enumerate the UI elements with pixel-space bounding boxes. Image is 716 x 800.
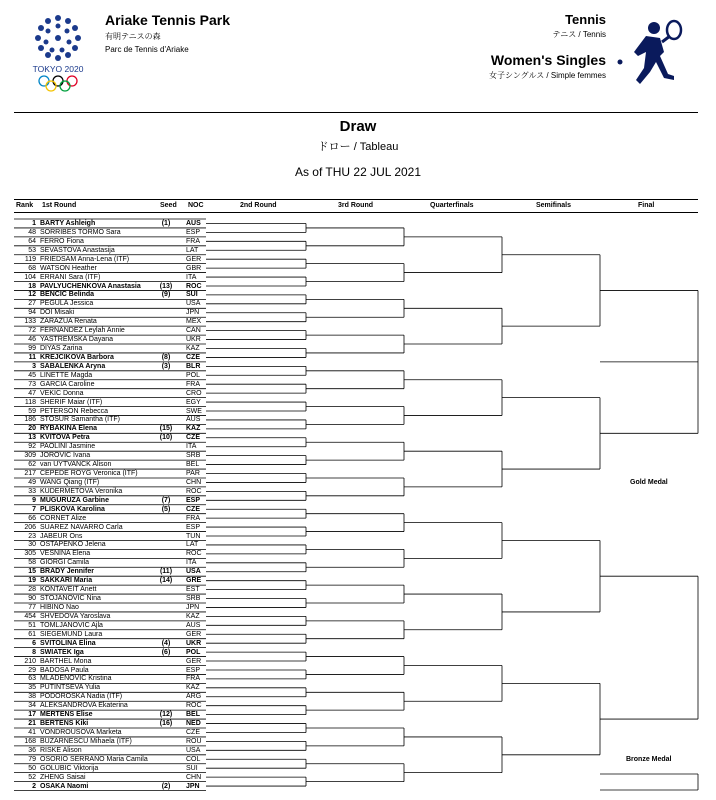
player-name: SHVEDOVA Yaroslava <box>40 612 111 620</box>
player-name: RYBAKINA Elena <box>40 425 98 433</box>
player-rank: 92 <box>28 443 36 451</box>
player-rank: 73 <box>28 380 36 388</box>
player-noc: POL <box>186 648 201 656</box>
player-name: PODOROSKA Nadia (ITF) <box>40 693 123 701</box>
player-noc: BLR <box>186 362 201 370</box>
gold-medal-label: Gold Medal <box>630 479 668 486</box>
player-name: BARTHEL Mona <box>40 657 92 665</box>
logo-text: TOKYO 2020 <box>32 64 84 74</box>
player-noc: CZE <box>186 353 200 361</box>
player-name: TOMLJANOVIC Ajla <box>40 621 103 629</box>
player-name: STOSUR Samantha (ITF) <box>40 416 121 424</box>
player-rank: 79 <box>28 755 36 763</box>
player-seed: (11) <box>159 568 173 576</box>
player-seed: (8) <box>161 353 171 361</box>
player-rank: 50 <box>28 764 36 772</box>
as-of-date: As of THU 22 JUL 2021 <box>294 165 422 179</box>
col-seed: Seed <box>160 202 177 209</box>
venue-name: Ariake Tennis Park <box>105 12 231 28</box>
player-noc: CZE <box>186 434 200 442</box>
col-semifinals: Semifinals <box>536 202 572 209</box>
player-noc: JPN <box>186 782 200 790</box>
player-rank: 90 <box>28 595 36 603</box>
player-noc: CAN <box>186 327 201 335</box>
player-rank: 94 <box>28 309 36 317</box>
player-noc: KAZ <box>186 425 201 433</box>
player-noc: UKR <box>186 639 202 647</box>
player-rank: 30 <box>28 541 36 549</box>
player-name: DOI Misaki <box>40 309 75 317</box>
player-name: KONTAVEIT Anett <box>40 586 97 594</box>
player-rank: 66 <box>28 514 36 522</box>
player-name: CEPEDE ROYG Veronica (ITF) <box>40 470 138 478</box>
player-rank: 18 <box>28 282 36 290</box>
player-rank: 68 <box>28 264 36 272</box>
player-noc: EST <box>186 586 200 594</box>
player-name: SVITOLINA Elina <box>40 639 96 647</box>
player-noc: BEL <box>186 711 200 719</box>
player-rank: 2 <box>32 782 36 790</box>
player-noc: GRE <box>186 577 202 585</box>
player-rank: 6 <box>32 639 36 647</box>
player-seed: (10) <box>159 434 173 442</box>
player-name: PETERSON Rebecca <box>40 407 109 415</box>
player-rank: 133 <box>24 318 36 326</box>
col-second-round: 2nd Round <box>240 202 277 209</box>
player-rank: 62 <box>28 461 36 469</box>
player-seed: (14) <box>159 577 173 585</box>
player-name: FERNANDEZ Leylah Annie <box>40 327 125 335</box>
player-name: KVITOVA Petra <box>40 434 90 442</box>
event-subtitle: 女子シングルス / Simple femmes <box>489 71 606 80</box>
player-rank: 206 <box>24 523 36 531</box>
player-name: SABALENKA Aryna <box>40 362 106 370</box>
player-noc: ESP <box>186 228 201 236</box>
player-name: SORRIBES TORMO Sara <box>40 228 121 236</box>
player-noc: JPN <box>186 309 200 317</box>
player-noc: FRA <box>186 514 200 522</box>
player-name: GOLUBIC Viktorija <box>40 764 99 772</box>
player-name: GARCIA Caroline <box>40 380 95 388</box>
player-name: SUAREZ NAVARRO Carla <box>40 523 123 531</box>
player-seed: (7) <box>161 496 171 504</box>
player-name: YASTREMSKA Dayana <box>40 336 114 344</box>
player-name: JOROVIC Ivana <box>40 452 91 460</box>
col-quarterfinals: Quarterfinals <box>430 202 474 209</box>
player-rank: 33 <box>28 487 36 495</box>
player-rank: 38 <box>28 693 36 701</box>
player-name: KREJCIKOVA Barbora <box>40 353 114 361</box>
player-name: SAKKARI Maria <box>40 577 93 585</box>
player-name: VONDROUSOVA Marketa <box>40 729 122 736</box>
player-noc: AUS <box>186 416 201 424</box>
player-rank: 63 <box>28 675 36 683</box>
player-name: PEGULA Jessica <box>40 300 94 308</box>
player-name: CORNET Alize <box>40 514 87 522</box>
player-rank: 59 <box>28 407 36 415</box>
player-name: BRADY Jennifer <box>40 568 94 576</box>
player-noc: LAT <box>186 541 199 549</box>
player-rank: 3 <box>32 362 36 370</box>
player-noc: PAR <box>186 470 200 478</box>
player-noc: ROC <box>186 702 202 710</box>
player-name: WATSON Heather <box>40 264 97 272</box>
player-name: MERTENS Elise <box>40 711 93 719</box>
player-rank: 34 <box>28 702 36 710</box>
player-rank: 15 <box>28 568 36 576</box>
player-name: WANG Qiang (ITF) <box>40 478 100 486</box>
player-rank: 28 <box>28 586 36 594</box>
player-noc: CHN <box>186 773 202 781</box>
venue-name-fr: Parc de Tennis d'Ariake <box>105 45 189 54</box>
player-rank: 9 <box>32 496 36 504</box>
player-rank: 51 <box>28 621 36 629</box>
col-final: Final <box>638 202 655 209</box>
player-seed: (2) <box>161 782 171 790</box>
player-name: KUDERMETOVA Veronika <box>40 487 123 495</box>
player-noc: SRB <box>186 595 201 603</box>
player-rank: 58 <box>28 559 36 567</box>
player-seed: (5) <box>161 505 171 513</box>
player-name: BENCIC Belinda <box>40 291 95 299</box>
player-name: van UYTVANCK Alison <box>40 461 112 469</box>
player-rank: 72 <box>28 327 36 335</box>
player-noc: GER <box>186 255 202 263</box>
player-name: VEKIC Donna <box>40 389 84 397</box>
player-rank: 305 <box>24 550 36 558</box>
player-name: GIORGI Camila <box>40 559 90 567</box>
player-name: ZHENG Saisai <box>40 773 86 781</box>
player-name: PAOLINI Jasmine <box>40 443 96 451</box>
col-third-round: 3rd Round <box>338 202 373 209</box>
player-rank: 46 <box>28 336 36 344</box>
player-noc: AUS <box>186 220 201 227</box>
player-name: BARTY Ashleigh <box>40 220 96 227</box>
player-noc: CHN <box>186 478 202 486</box>
player-name: OSAKA Naomi <box>40 782 89 790</box>
player-noc: CZE <box>186 505 200 513</box>
player-rank: 21 <box>28 720 36 728</box>
player-seed: (15) <box>159 425 173 433</box>
player-noc: USA <box>186 568 201 576</box>
player-noc: TUN <box>186 532 201 540</box>
player-noc: KAZ <box>186 345 200 353</box>
player-noc: ITA <box>186 273 197 281</box>
player-noc: ROC <box>186 487 202 495</box>
player-noc: GBR <box>186 264 202 272</box>
player-rank: 17 <box>28 711 36 719</box>
player-rank: 309 <box>24 452 36 460</box>
player-seed: (6) <box>161 648 171 656</box>
player-noc: BEL <box>186 461 200 469</box>
player-noc: COL <box>186 755 201 763</box>
player-noc: LAT <box>186 246 199 254</box>
player-name: OSTAPENKO Jelena <box>40 541 106 549</box>
player-noc: ITA <box>186 559 197 567</box>
player-noc: NED <box>186 720 201 728</box>
player-name: SWIATEK Iga <box>40 648 84 656</box>
player-noc: KAZ <box>186 612 200 620</box>
player-name: PUTINTSEVA Yulia <box>40 684 101 692</box>
player-rank: 47 <box>28 389 36 397</box>
player-noc: ESP <box>186 496 201 504</box>
player-rank: 35 <box>28 684 36 692</box>
player-noc: ESP <box>186 666 201 674</box>
player-rank: 99 <box>28 345 36 353</box>
player-noc: POL <box>186 371 201 379</box>
player-rank: 23 <box>28 532 36 540</box>
player-rank: 104 <box>24 273 36 281</box>
player-rank: 210 <box>24 657 36 665</box>
player-rank: 13 <box>28 434 36 442</box>
player-name: ZARAZUA Renata <box>40 318 97 326</box>
player-rank: 64 <box>28 237 36 245</box>
player-name: PAVLYUCHENKOVA Anastasia <box>40 282 141 290</box>
player-noc: USA <box>186 300 201 308</box>
player-rank: 11 <box>28 353 36 361</box>
player-noc: FRA <box>186 675 200 683</box>
player-name: VESNINA Elena <box>40 550 91 558</box>
player-name: LINETTE Magda <box>40 371 93 379</box>
player-noc: SUI <box>186 291 198 299</box>
player-rank: 118 <box>24 398 36 406</box>
player-rank: 454 <box>24 612 36 620</box>
player-noc: ROC <box>186 550 202 558</box>
player-noc: EGY <box>186 398 201 406</box>
player-name: STOJANOVIC Nina <box>40 595 101 603</box>
player-name: BADOSA Paula <box>40 666 89 674</box>
col-noc: NOC <box>188 202 204 209</box>
player-name: FRIEDSAM Anna-Lena (ITF) <box>40 255 130 263</box>
venue-name-ja: 有明テニスの森 <box>105 32 161 41</box>
player-seed: (9) <box>161 291 171 299</box>
player-rank: 20 <box>28 425 36 433</box>
player-noc: CRO <box>186 389 202 397</box>
player-noc: SWE <box>186 407 202 415</box>
player-noc: UKR <box>186 336 201 344</box>
player-noc: ITA <box>186 443 197 451</box>
player-name: MLADENOVIC Kristina <box>40 675 112 683</box>
player-name: JABEUR Ons <box>40 532 83 540</box>
player-name: HIBINO Nao <box>40 603 79 611</box>
player-rank: 168 <box>24 737 36 745</box>
player-name: RISKE Alison <box>40 746 82 754</box>
player-noc: FRA <box>186 237 200 245</box>
col-rank: Rank <box>16 202 34 209</box>
player-noc: GER <box>186 657 202 665</box>
player-rank: 19 <box>28 577 36 585</box>
col-first-round: 1st Round <box>42 202 77 209</box>
player-name: PLISKOVA Karolina <box>40 505 105 513</box>
player-noc: USA <box>186 746 201 754</box>
player-seed: (12) <box>159 711 173 719</box>
player-rank: 217 <box>24 470 36 478</box>
player-noc: ROU <box>186 737 202 745</box>
page-title: Draw <box>339 118 377 135</box>
player-noc: KAZ <box>186 684 200 692</box>
player-seed: (1) <box>161 220 171 227</box>
player-name: SHERIF Maiar (ITF) <box>40 398 103 406</box>
player-name: ALEKSANDROVA Ekaterina <box>40 702 128 710</box>
player-name: OSORIO SERRANO Maria Camila <box>40 755 148 763</box>
player-rank: 53 <box>28 246 36 254</box>
player-rank: 61 <box>28 630 36 638</box>
page-subtitle: ドロー / Tableau <box>317 141 399 153</box>
bronze-medal-label: Bronze Medal <box>626 756 672 763</box>
player-rank: 36 <box>28 746 36 754</box>
player-rank: 41 <box>28 729 36 736</box>
player-seed: (16) <box>159 720 173 728</box>
player-seed: (3) <box>161 362 171 370</box>
player-rank: 45 <box>28 371 36 379</box>
player-name: SEVASTOVA Anastasija <box>40 246 115 254</box>
player-noc: AUS <box>186 621 201 629</box>
player-rank: 119 <box>24 255 36 263</box>
player-rank: 8 <box>32 648 36 656</box>
player-rank: 49 <box>28 478 36 486</box>
player-name: MUGURUZA Garbine <box>40 496 109 504</box>
player-noc: CZE <box>186 729 200 736</box>
player-noc: SUI <box>186 764 198 772</box>
player-name: BERTENS Kiki <box>40 720 89 728</box>
player-rank: 186 <box>24 416 36 424</box>
player-rank: 48 <box>28 228 36 236</box>
sport-name: Tennis <box>565 12 606 27</box>
player-seed: (13) <box>159 282 173 290</box>
player-rank: 77 <box>28 603 36 611</box>
player-noc: ARG <box>186 693 202 701</box>
player-rank: 1 <box>32 220 36 227</box>
player-rank: 52 <box>28 773 36 781</box>
event-name: Women's Singles <box>490 52 606 68</box>
player-noc: ESP <box>186 523 201 531</box>
player-name: BUZARNESCU Mihaela (ITF) <box>40 737 132 745</box>
player-name: FERRO Fiona <box>40 237 84 245</box>
player-noc: JPN <box>186 603 200 611</box>
player-noc: FRA <box>186 380 200 388</box>
player-rank: 27 <box>28 300 36 308</box>
player-rank: 29 <box>28 666 36 674</box>
player-seed: (4) <box>161 639 171 647</box>
sport-subtitle: テニス / Tennis <box>552 30 606 39</box>
player-name: ERRANI Sara (ITF) <box>40 273 101 281</box>
player-name: DIYAS Zarina <box>40 345 83 353</box>
player-noc: ROC <box>186 282 202 290</box>
player-noc: GER <box>186 630 202 638</box>
player-rank: 12 <box>28 291 36 299</box>
player-name: SIEGEMUND Laura <box>40 630 103 638</box>
player-rank: 7 <box>32 505 36 513</box>
player-noc: MEX <box>186 318 202 326</box>
player-noc: SRB <box>186 452 201 460</box>
